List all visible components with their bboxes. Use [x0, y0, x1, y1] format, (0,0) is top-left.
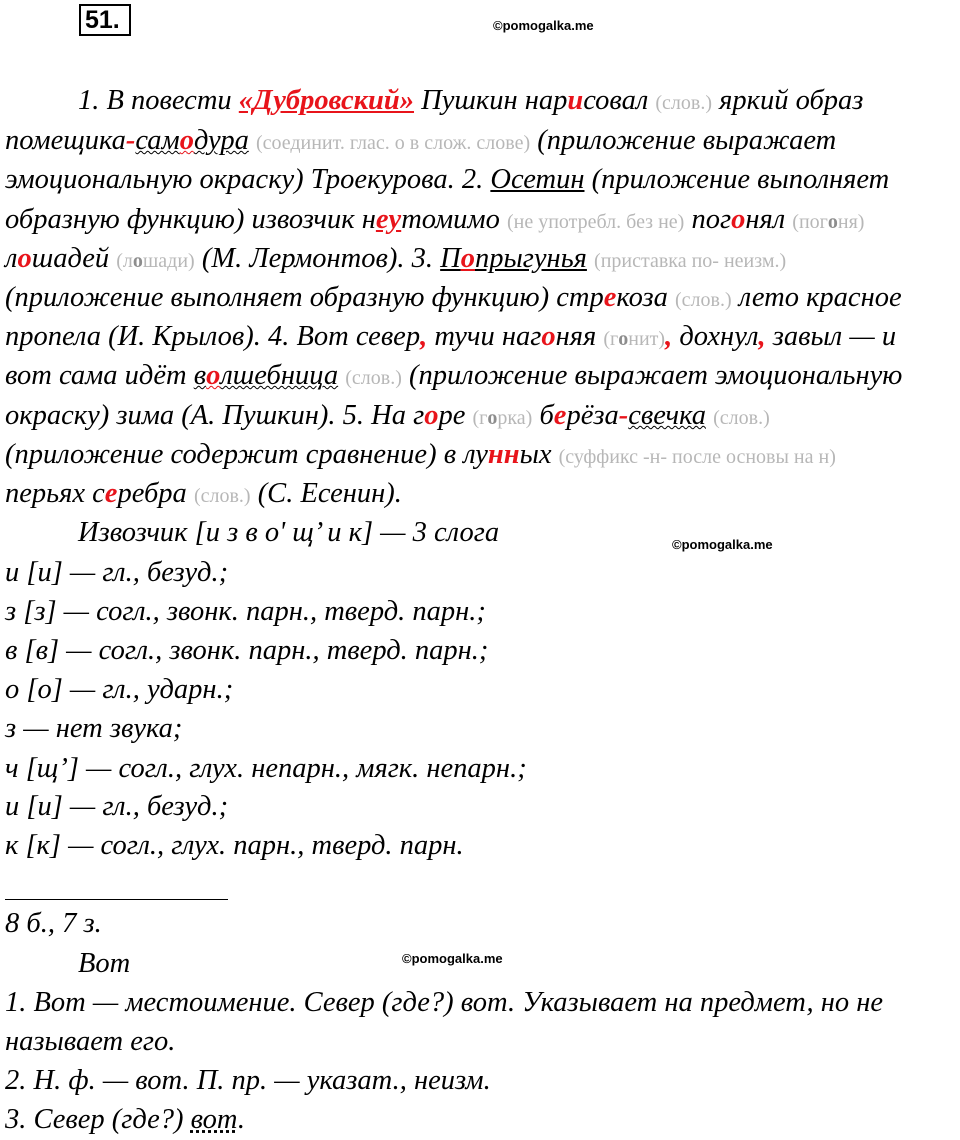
phonetic-line: и [и] — гл., безуд.; [5, 557, 229, 588]
highlighted-text: о [17, 243, 32, 274]
highlighted-text: , [758, 321, 766, 352]
annotation-note: (г [603, 328, 619, 350]
annotation-note: о [618, 328, 629, 350]
text-segment: эмоциональную окраску) Троекурова. 2. [5, 164, 491, 195]
text-segment: (приложение выполняет образную функцию) стр [5, 282, 604, 313]
morph-line: называет его. [5, 1026, 176, 1057]
text-segment: Пушкин нар [414, 85, 568, 116]
text-segment: ребра [117, 478, 194, 509]
annotation-note: (приставка по- неизм.) [594, 250, 787, 272]
highlighted-text: в [193, 360, 207, 391]
highlighted-text: о [731, 204, 746, 235]
annotation-note: (соединит. глас. о в слож. слове) [255, 132, 531, 154]
phonetic-summary: 8 б., 7 з. [5, 908, 102, 939]
text-segment: л [5, 243, 18, 274]
annotation-note: (слов.) [655, 92, 713, 114]
morph-word: вот [190, 1104, 238, 1135]
highlighted-text: о [460, 243, 475, 274]
highlighted-text: е [603, 282, 617, 313]
phonetic-line: ч [щ’] — согл., глух. непарн., мягк. непарн.; [5, 753, 527, 784]
text-segment: тучи наг [427, 321, 542, 352]
phonetic-line: з — нет звука; [5, 713, 183, 744]
annotation-note: о [132, 250, 143, 272]
text-segment: коза [616, 282, 675, 313]
annotation-note: ня) [837, 211, 865, 233]
highlighted-text: о [541, 321, 556, 352]
text-segment [249, 125, 256, 156]
text-segment: (М. Лермонтов). 3. [194, 243, 441, 274]
text-segment: завыл — и [765, 321, 897, 352]
text-segment: дохнул [672, 321, 759, 352]
highlighted-text: , [665, 321, 673, 352]
annotation-note: о [487, 407, 498, 429]
divider [5, 899, 228, 900]
paragraph-line [5, 356, 902, 398]
highlighted-text: прыгунья [474, 243, 587, 274]
highlighted-text: сам [135, 125, 180, 156]
text-segment: нял [745, 204, 793, 235]
text-segment: (С. Есенин). [250, 478, 402, 509]
annotation-note: (суффикс -н- после основы на н) [558, 446, 836, 468]
watermark: ©pomogalka.me [493, 18, 594, 33]
highlighted-text: , [420, 321, 428, 352]
highlighted-text: - [618, 400, 629, 431]
annotation-note: (пог [792, 211, 828, 233]
highlighted-text: - [125, 125, 136, 156]
annotation-note: (слов.) [345, 367, 402, 389]
text-segment: (приложение выполняет [584, 164, 890, 195]
highlighted-text: о [206, 360, 221, 391]
morph-line-prefix: 3. Север (где?) [5, 1104, 191, 1135]
annotation-note: (не употребл. без не) [506, 211, 685, 233]
morph-line-suffix: . [237, 1104, 245, 1135]
morph-line [5, 1100, 245, 1140]
text-segment: совал [583, 85, 656, 116]
text-segment: (приложение содержит сравнение) в лу [5, 439, 488, 470]
paragraph-line [5, 474, 402, 516]
text-segment: ых [519, 439, 559, 470]
text-segment: ре [438, 400, 473, 431]
annotation-note: (г [472, 407, 488, 429]
highlighted-text: нн [487, 439, 520, 470]
highlighted-text: Осетин [490, 164, 585, 195]
paragraph-line [5, 396, 770, 438]
text-segment: образную функцию) извозчик н [5, 204, 376, 235]
exercise-number: 51. [79, 4, 131, 36]
annotation-note: о [827, 211, 838, 233]
annotation-note: (слов.) [713, 407, 770, 429]
annotation-note: (л [116, 250, 133, 272]
highlighted-text: свечка [628, 400, 706, 431]
phonetic-line: о [о] — гл., ударн.; [5, 674, 234, 705]
highlighted-text: П [440, 243, 461, 274]
phonetic-title: Извозчик [и з в о' щ’ и к] — 3 слога [78, 517, 500, 548]
annotation-note: рка) [497, 407, 533, 429]
highlighted-text: е [104, 478, 118, 509]
text-segment: помещика [5, 125, 126, 156]
text-segment: яркий образ [712, 85, 864, 116]
text-segment: пог [684, 204, 732, 235]
highlighted-text: и [567, 85, 584, 116]
phonetic-line: з [з] — согл., звонк. парн., тверд. парн.; [5, 596, 486, 627]
paragraph-line [5, 435, 836, 477]
text-segment: рёза [566, 400, 619, 431]
annotation-note: шади) [142, 250, 195, 272]
text-segment: вот сама идёт [5, 360, 194, 391]
highlighted-text: «Дубровский» [238, 85, 414, 116]
highlighted-text: еу [375, 204, 402, 235]
text-segment: пропела (И. Крылов). 4. Вот север [5, 321, 421, 352]
highlighted-text: о [424, 400, 439, 431]
annotation-note: (слов.) [674, 289, 732, 311]
paragraph-line [78, 81, 863, 123]
text-segment [587, 243, 594, 274]
paragraph-line [5, 239, 786, 281]
paragraph-line [5, 121, 836, 163]
text-segment: б [532, 400, 554, 431]
morph-line: 1. Вот — местоимение. Север (где?) вот. Указывает на предмет, но не [5, 987, 884, 1018]
morph-line: 2. Н. ф. — вот. П. пр. — указат., неизм. [5, 1065, 491, 1096]
highlighted-text: лшебница [220, 360, 339, 391]
annotation-note: (слов.) [193, 485, 251, 507]
text-segment: перьях с [5, 478, 105, 509]
paragraph-line [5, 200, 864, 242]
phonetic-line: в [в] — согл., звонк. парн., тверд. парн.; [5, 635, 489, 666]
text-segment: томимо [401, 204, 507, 235]
paragraph-line [5, 160, 889, 200]
text-segment: лето красное [731, 282, 902, 313]
text-segment: окраску) зима (А. Пушкин). 5. На г [5, 400, 425, 431]
highlighted-text: о [179, 125, 194, 156]
watermark: ©pomogalka.me [672, 537, 773, 552]
text-segment: шадей [31, 243, 117, 274]
highlighted-text: е [553, 400, 567, 431]
watermark: ©pomogalka.me [402, 951, 503, 966]
phonetic-line: к [к] — согл., глух. парн., тверд. парн. [5, 830, 464, 861]
text-segment: няя [555, 321, 604, 352]
phonetic-line: и [и] — гл., безуд.; [5, 791, 229, 822]
text-segment: (приложение выражает эмоциональную [401, 360, 903, 391]
highlighted-text: дура [194, 125, 249, 156]
text-segment: 1. В повести [78, 85, 239, 116]
paragraph-line [5, 278, 902, 320]
paragraph-line [5, 317, 896, 359]
morph-title: Вот [78, 948, 131, 979]
annotation-note: нит) [628, 328, 666, 350]
text-segment: (приложение выражает [530, 125, 837, 156]
